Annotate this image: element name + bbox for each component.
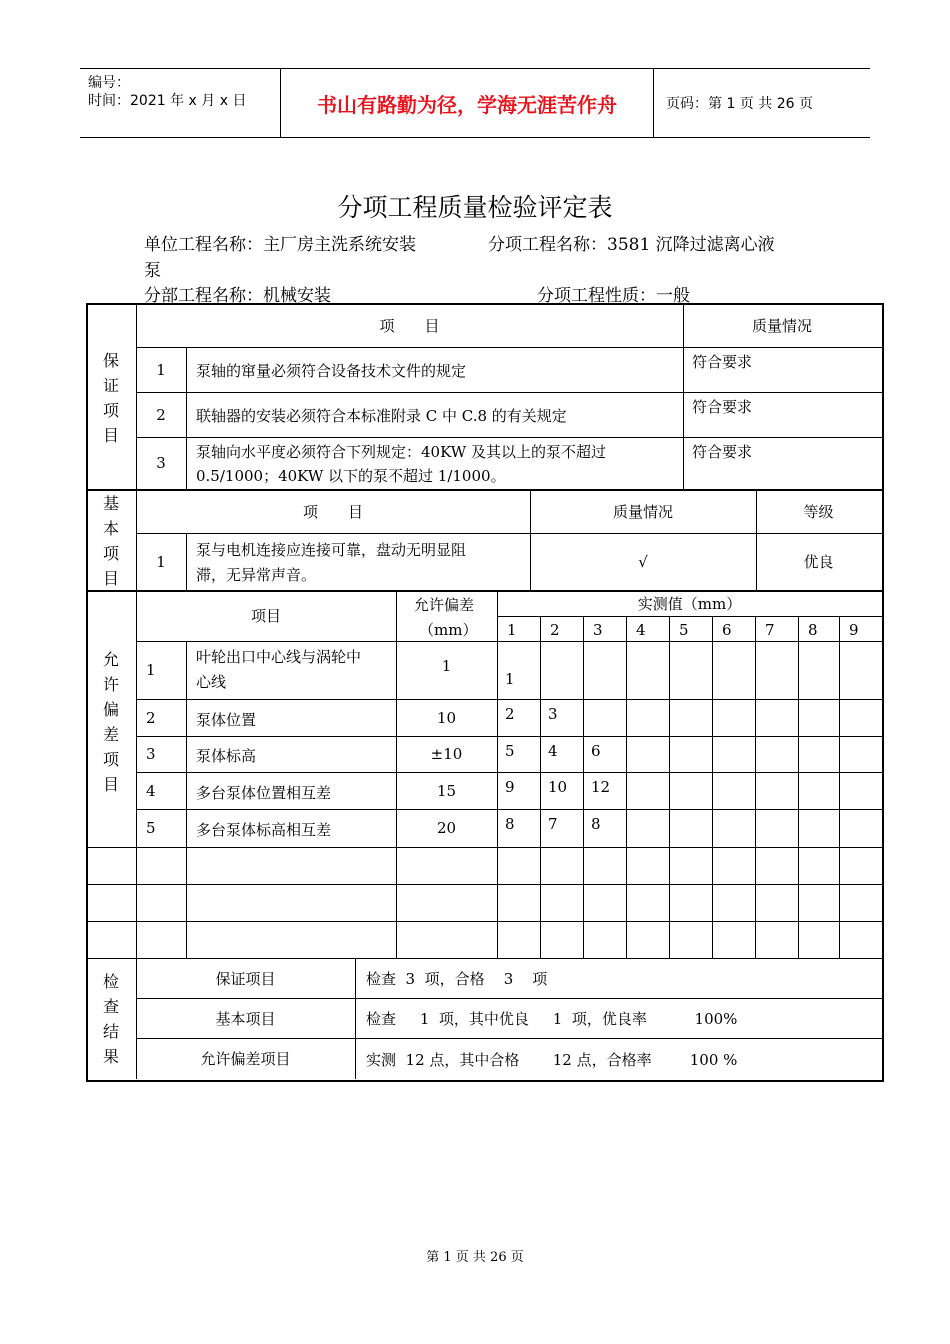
measure-col-header: 5 (679, 621, 689, 639)
tolerance-item-text: 多台泵体位置相互差 (196, 783, 332, 802)
row-number: 3 (146, 745, 156, 763)
row-number: 3 (156, 454, 166, 472)
row-number: 5 (146, 819, 156, 837)
guarantee-item-text: 0.5/1000；40KW 以下的泵不超过 1/1000。 (196, 467, 506, 485)
motto: 书山有路勤为径，学海无涯苦作舟 (281, 69, 654, 137)
guarantee-quality: 符合要求 (692, 353, 753, 371)
tolerance-item-text: 多台泵体标高相互差 (196, 821, 332, 839)
tolerance-allow: 15 (436, 781, 457, 800)
tolerance-allow: ±10 (430, 745, 463, 763)
basic-col-item: 项 目 (302, 502, 363, 521)
row-number: 1 (146, 661, 156, 679)
sub-item-project-cont: 泵 (144, 261, 161, 281)
measure-col-header: 6 (722, 621, 732, 639)
measure-col-header: 7 (765, 621, 775, 639)
document-title: 分项工程质量检验评定表 (337, 193, 613, 222)
measured-value: 4 (548, 742, 558, 760)
basic-side-label: 基 本 项 目 (102, 494, 119, 588)
tolerance-col-item: 项目 (250, 607, 281, 625)
measured-value: 10 (548, 778, 568, 796)
guarantee-item-text: 泵轴的窜量必须符合设备技术文件的规定 (196, 362, 467, 380)
measured-value: 6 (591, 742, 601, 760)
result-text: 检查 1 项，其中优良 1 项，优良率 100% (366, 1010, 738, 1028)
project-nature: 分项工程性质：一般 (537, 286, 690, 306)
result-label: 保证项目 (215, 969, 276, 988)
tolerance-col-measured: 实测值（mm） (637, 594, 742, 613)
guarantee-col-quality: 质量情况 (751, 316, 812, 335)
measure-col-header: 1 (507, 621, 517, 639)
basic-grade: 优良 (803, 553, 834, 571)
page-info: 页码：第 1 页 共 26 页 (666, 96, 813, 112)
time-label: 时间：2021 年 x 月 x 日 (88, 93, 247, 109)
tolerance-side-label: 允 许 偏 差 项 目 (102, 650, 119, 794)
tolerance-item-text: 泵体标高 (196, 747, 257, 765)
unit-project: 单位工程名称：主厂房主洗系统安装 (144, 235, 416, 255)
basic-quality: √ (638, 552, 648, 571)
measured-value: 12 (591, 778, 611, 796)
row-number: 1 (156, 552, 166, 571)
tolerance-item-text: 心线 (196, 673, 227, 691)
basic-col-grade: 等级 (803, 502, 834, 521)
guarantee-quality: 符合要求 (692, 443, 753, 461)
tolerance-col-allow: （mm） (419, 621, 478, 639)
division-project: 分部工程名称：机械安装 (144, 286, 331, 306)
measured-value: 5 (505, 742, 515, 760)
measure-col-header: 2 (550, 621, 560, 639)
guarantee-quality: 符合要求 (692, 398, 753, 416)
row-number: 1 (156, 360, 166, 379)
guarantee-item-text: 联轴器的安装必须符合本标准附录 C 中 C.8 的有关规定 (196, 407, 567, 425)
tolerance-allow: 10 (436, 708, 457, 727)
measured-value: 8 (505, 815, 515, 833)
result-label: 基本项目 (215, 1009, 276, 1028)
measured-value: 2 (505, 705, 515, 723)
tolerance-allow: 1 (441, 657, 452, 675)
tolerance-col-allow: 允许偏差 (414, 596, 475, 614)
measure-col-header: 4 (636, 621, 646, 639)
measure-col-header: 3 (593, 621, 603, 639)
result-label: 允许偏差项目 (200, 1050, 291, 1068)
basic-item-text: 滞，无异常声音。 (196, 566, 317, 584)
header-meta (80, 69, 281, 137)
tolerance-allow: 20 (436, 819, 457, 837)
measured-value: 9 (505, 778, 515, 796)
guarantee-item-text: 泵轴向水平度必须符合下列规定：40KW 及其以上的泵不超过 (196, 443, 606, 461)
row-number: 4 (146, 781, 156, 800)
page-footer: 第 1 页 共 26 页 (426, 1250, 524, 1265)
sub-item-project: 分项工程名称：3581 沉降过滤离心液 (488, 235, 775, 255)
measured-value: 7 (548, 815, 558, 833)
basic-col-quality: 质量情况 (612, 502, 673, 521)
inspection-table (86, 303, 882, 1080)
measure-col-header: 8 (808, 621, 818, 639)
row-number: 2 (146, 708, 156, 727)
measure-col-header: 9 (849, 621, 859, 639)
result-side-label: 检 查 结 果 (102, 972, 119, 1066)
measured-value: 8 (591, 815, 601, 833)
basic-item-text: 泵与电机连接应连接可靠，盘动无明显阻 (196, 541, 467, 559)
guarantee-side-label: 保 证 项 目 (102, 351, 119, 445)
guarantee-col-item: 项 目 (379, 316, 440, 335)
tolerance-item-text: 泵体位置 (196, 710, 257, 729)
measured-value: 3 (548, 705, 558, 723)
code-label: 编号： (88, 75, 130, 91)
tolerance-item-text: 叶轮出口中心线与涡轮中 (196, 648, 362, 666)
measured-value: 1 (505, 670, 515, 688)
page-header (80, 68, 870, 138)
result-text: 检查 3 项，合格 3 项 (366, 970, 548, 988)
row-number: 2 (156, 405, 166, 424)
result-text: 实测 12 点，其中合格 12 点，合格率 100 % (366, 1051, 738, 1069)
